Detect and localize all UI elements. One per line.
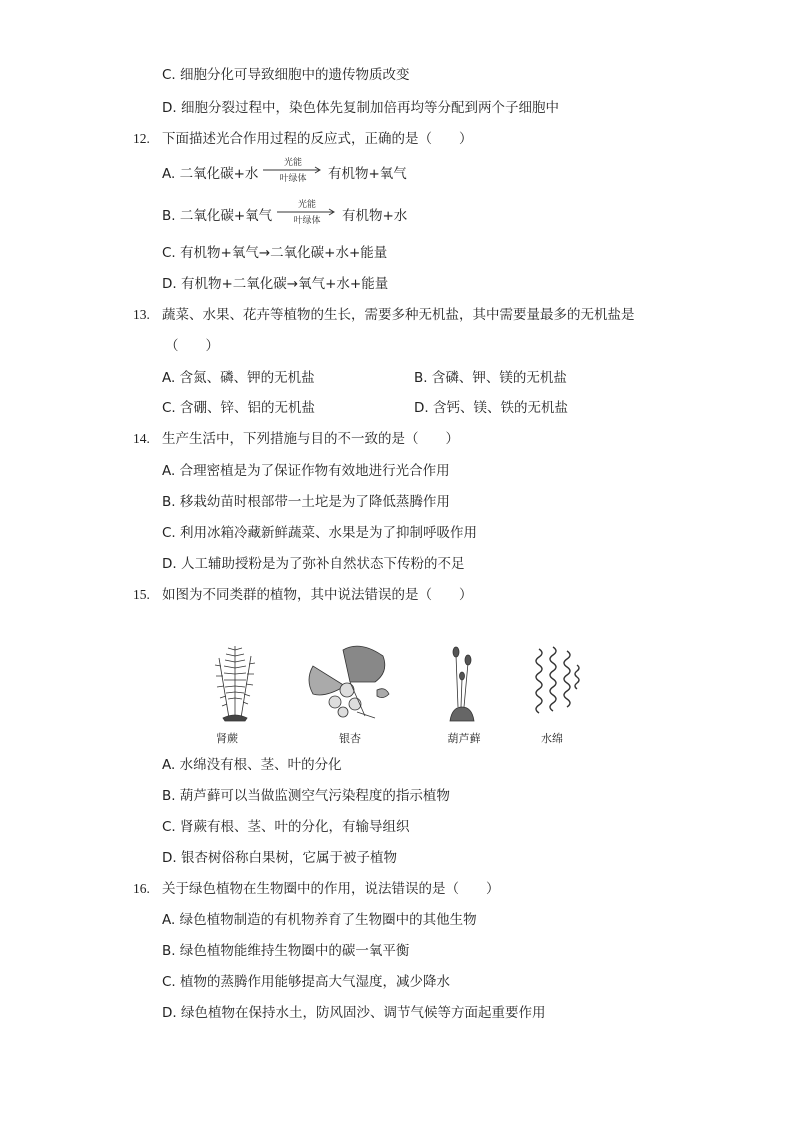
q12-option-a-left: A. 二氧化碳+水 — [162, 166, 259, 182]
arrow-bottom-label: 叶绿体 — [279, 174, 307, 184]
q16-stem: 关于绿色植物在生物圈中的作用，说法错误的是（ ） — [162, 881, 500, 897]
q14-option-d: D. 人工辅助授粉是为了弥补自然状态下传粉的不足 — [162, 556, 465, 572]
q13-number: 13. — [133, 307, 150, 322]
caption-spirogyra: 水绵 — [541, 732, 563, 745]
q15-option-c: C. 肾蕨有根、茎、叶的分化，有输导组织 — [162, 819, 410, 835]
q13-option-c: C. 含硼、锌、铝的无机盐 — [162, 400, 316, 416]
q14-option-c: C. 利用冰箱冷藏新鲜蔬菜、水果是为了抑制呼吸作用 — [162, 525, 478, 541]
caption-ginkgo: 银杏 — [339, 732, 361, 745]
q14-option-b: B. 移栽幼苗时根部带一土坨是为了降低蒸腾作用 — [162, 494, 450, 510]
arrow-top-label: 光能 — [283, 158, 302, 168]
q13-option-d: D. 含钙、镁、铁的无机盐 — [414, 400, 568, 416]
fern-illustration — [205, 640, 265, 722]
q13-option-b: B. 含磷、钾、镁的无机盐 — [414, 370, 567, 386]
q16-number: 16. — [133, 881, 150, 896]
reaction-arrow-icon — [262, 166, 324, 174]
q16-option-d: D. 绿色植物在保持水土，防风固沙、调节气候等方面起重要作用 — [162, 1005, 546, 1021]
q14-option-a: A. 合理密植是为了保证作物有效地进行光合作用 — [162, 463, 450, 479]
caption-fern: 肾蕨 — [216, 732, 238, 745]
q15-option-d: D. 银杏树俗称白果树，它属于被子植物 — [162, 850, 397, 866]
q15-option-b: B. 葫芦藓可以当做监测空气污染程度的指示植物 — [162, 788, 450, 804]
q13-stem: 蔬菜、水果、花卉等植物的生长，需要多种无机盐，其中需要量最多的无机盐是 — [162, 307, 635, 323]
arrow-bottom-label: 叶绿体 — [293, 216, 321, 226]
q11-option-d: D. 细胞分裂过程中，染色体先复制加倍再均等分配到两个子细胞中 — [162, 100, 559, 116]
q12-option-d: D. 有机物+二氧化碳→氧气+水+能量 — [162, 276, 389, 292]
spirogyra-illustration — [533, 645, 583, 723]
q12-option-b-left: B. 二氧化碳+氧气 — [162, 208, 273, 224]
moss-illustration — [442, 643, 482, 723]
q13-stem-bracket: （ ） — [165, 338, 219, 354]
q15-number: 15. — [133, 587, 150, 602]
ginkgo-illustration — [305, 642, 395, 722]
q12-option-a-right: 有机物+氧气 — [328, 166, 407, 182]
arrow-top-label: 光能 — [297, 200, 316, 210]
q14-number: 14. — [133, 431, 150, 446]
q16-option-b: B. 绿色植物能维持生物圈中的碳一氧平衡 — [162, 943, 410, 959]
q15-option-a: A. 水绵没有根、茎、叶的分化 — [162, 757, 342, 773]
q14-stem: 生产生活中，下列措施与目的不一致的是（ ） — [162, 431, 459, 447]
q12-stem: 下面描述光合作用过程的反应式，正确的是（ ） — [162, 131, 473, 147]
q16-option-c: C. 植物的蒸腾作用能够提高大气湿度，减少降水 — [162, 974, 451, 990]
reaction-arrow-icon — [276, 208, 338, 216]
q13-option-a: A. 含氮、磷、钾的无机盐 — [162, 370, 315, 386]
q12-option-b-arrow — [276, 200, 338, 226]
q12-number: 12. — [133, 131, 150, 146]
q12-option-a-arrow — [262, 158, 324, 184]
q15-stem: 如图为不同类群的植物，其中说法错误的是（ ） — [162, 587, 473, 603]
q12-option-c: C. 有机物+氧气→二氧化碳+水+能量 — [162, 245, 388, 261]
q11-option-c: C. 细胞分化可导致细胞中的遗传物质改变 — [162, 67, 410, 83]
q12-option-b-right: 有机物+水 — [342, 208, 408, 224]
caption-moss: 葫芦藓 — [447, 732, 481, 745]
q16-option-a: A. 绿色植物制造的有机物养育了生物圈中的其他生物 — [162, 912, 477, 928]
